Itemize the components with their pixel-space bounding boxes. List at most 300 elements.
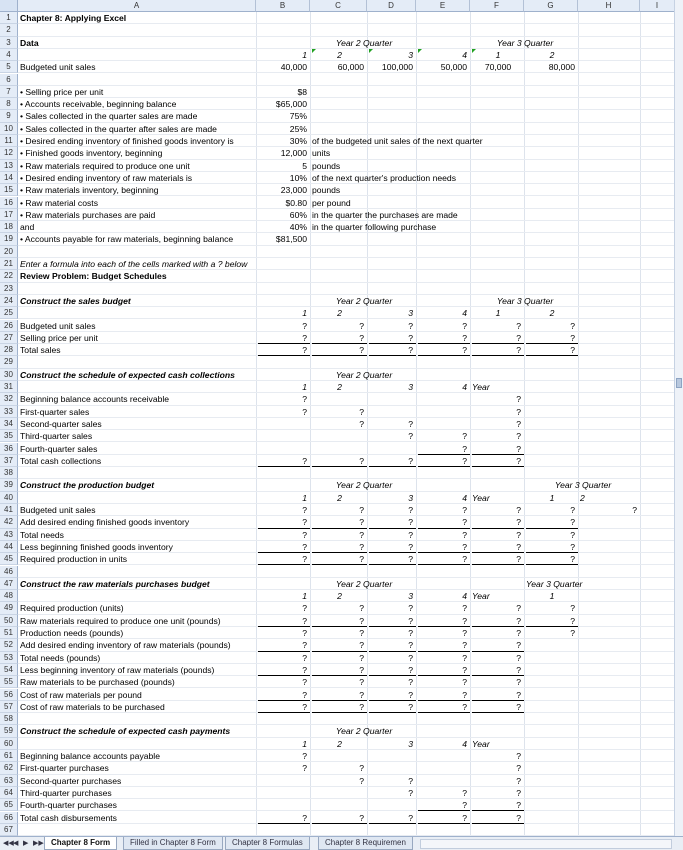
row-header[interactable]: 26 [0,320,18,332]
cell-a56[interactable]: Cost of raw materials per pound [20,689,142,700]
cell-e36[interactable]: ? [418,443,470,455]
cell-b42[interactable]: ? [258,516,310,528]
cell-d40[interactable]: 3 [408,492,413,503]
cell-a36[interactable]: Fourth-quarter sales [20,443,98,454]
cell-e45[interactable]: ? [418,553,470,565]
cell-d55[interactable]: ? [408,677,413,688]
cell-c14[interactable]: of the next quarter's production needs [312,172,457,183]
cell-g49[interactable]: ? [570,603,575,614]
cell-f5[interactable]: 70,000 [484,62,512,73]
cell-a61[interactable]: Beginning balance accounts payable [20,751,160,761]
cell-f45[interactable]: ? [472,553,524,565]
cell-a16[interactable]: • Raw material costs [20,197,98,208]
cell-h40[interactable]: 2 [580,492,585,503]
cell-e43[interactable]: ? [462,529,467,540]
cell-b44[interactable]: ? [258,541,310,553]
cell-e64[interactable]: ? [462,787,467,798]
cell-b41[interactable]: ? [302,505,307,515]
cell-f28[interactable]: ? [472,344,524,356]
cell-a24[interactable]: Construct the sales budget [20,295,131,306]
cell-e56[interactable]: ? [418,689,470,701]
cell-e55[interactable]: ? [462,677,467,688]
cell-a51[interactable]: Production needs (pounds) [20,628,124,638]
cell-h41[interactable]: ? [632,505,637,515]
cell-b53[interactable]: ? [302,652,307,663]
cell-cd24[interactable]: Year 2 Quarter [335,295,393,306]
row-header[interactable]: 1 [0,12,18,24]
cell-a10[interactable]: • Sales collected in the quarter after sales are made [20,123,217,134]
row-header[interactable]: 46 [0,566,18,578]
cell-f4[interactable]: 1 [495,49,501,60]
row-header[interactable]: 25 [0,307,18,319]
sheet-nav-button[interactable]: ▶ [23,840,29,847]
row-header[interactable]: 10 [0,123,18,135]
cell-e41[interactable]: ? [462,505,467,515]
cell-a65[interactable]: Fourth-quarter purchases [20,800,117,811]
row-header[interactable]: 41 [0,504,18,516]
cell-fg3[interactable]: Year 3 Quarter [496,37,554,48]
cell-f50[interactable]: ? [472,615,524,627]
cell-c40[interactable]: 2 [337,492,342,503]
cell-b13[interactable]: 5 [302,160,307,171]
cell-gh39[interactable]: Year 3 Quarter [554,480,612,491]
row-header[interactable]: 44 [0,541,18,553]
cell-b56[interactable]: ? [258,689,310,701]
row-header[interactable]: 17 [0,209,18,221]
cell-f26[interactable]: ? [516,320,521,331]
cell-c16[interactable]: per pound [312,197,351,208]
cell-a1[interactable]: Chapter 8: Applying Excel [20,13,127,23]
cell-a52[interactable]: Add desired ending inventory of raw materials (pounds) [20,640,231,651]
cell-b8[interactable]: $65,000 [275,99,307,110]
cell-b50[interactable]: ? [258,615,310,627]
cell-b52[interactable]: ? [258,639,310,651]
cell-g26[interactable]: ? [570,320,575,331]
row-header[interactable]: 61 [0,750,18,762]
row-header[interactable]: 38 [0,467,18,479]
cell-c60[interactable]: 2 [337,738,342,749]
cell-cd39[interactable]: Year 2 Quarter [335,480,393,491]
row-header[interactable]: 48 [0,590,18,602]
cell-c41[interactable]: ? [359,505,364,515]
cell-f57[interactable]: ? [472,701,524,713]
row-header[interactable]: 65 [0,799,18,811]
cell-a12[interactable]: • Finished goods inventory, beginning [20,148,163,159]
row-header[interactable]: 49 [0,602,18,614]
cell-d26[interactable]: ? [408,320,413,331]
cell-d35[interactable]: ? [408,431,413,442]
cell-e52[interactable]: ? [418,639,470,651]
row-header[interactable]: 62 [0,762,18,774]
cell-f62[interactable]: ? [516,763,521,774]
row-header[interactable]: 42 [0,516,18,528]
cell-b27[interactable]: ? [258,332,310,344]
cell-d31[interactable]: 3 [408,382,413,392]
cell-g43[interactable]: ? [570,529,575,540]
sheet-nav-button[interactable]: ▶▶ [33,840,44,847]
row-header[interactable]: 63 [0,775,18,787]
cell-c11[interactable]: of the budgeted unit sales of the next quarter [312,136,483,146]
cell-a17[interactable]: • Raw materials purchases are paid [20,209,156,220]
cell-d51[interactable]: ? [408,628,413,638]
sheet-nav-button[interactable]: ◀ [13,840,19,847]
cell-e49[interactable]: ? [462,603,467,614]
cell-c50[interactable]: ? [312,615,367,627]
cell-d37[interactable]: ? [369,455,416,467]
cell-d34[interactable]: ? [408,418,413,429]
cell-e54[interactable]: ? [418,664,470,676]
cell-b5[interactable]: 40,000 [280,62,307,73]
cell-f43[interactable]: ? [516,529,521,540]
cell-c42[interactable]: ? [312,516,367,528]
cell-f42[interactable]: ? [472,516,524,528]
cell-a64[interactable]: Third-quarter purchases [20,787,112,798]
row-header[interactable]: 56 [0,689,18,701]
cell-g5[interactable]: 80,000 [548,62,575,73]
cell-b55[interactable]: ? [302,677,307,688]
cell-c27[interactable]: ? [312,332,367,344]
cell-b10[interactable]: 25% [289,123,307,134]
row-header[interactable]: 18 [0,221,18,233]
cell-b37[interactable]: ? [258,455,310,467]
row-header[interactable]: 11 [0,135,18,147]
cell-b11[interactable]: 30% [289,136,307,146]
cell-a44[interactable]: Less beginning finished goods inventory [20,541,173,552]
row-header[interactable]: 4 [0,49,18,61]
horizontal-scrollbar[interactable] [420,839,672,849]
cell-f25[interactable]: 1 [495,308,501,319]
cell-d5[interactable]: 100,000 [381,62,413,73]
cell-a13[interactable]: • Raw materials required to produce one unit [20,160,190,171]
row-header[interactable]: 57 [0,701,18,713]
cell-a28[interactable]: Total sales [20,345,61,356]
row-header[interactable]: 35 [0,430,18,442]
cell-f64[interactable]: ? [516,787,521,798]
cell-c54[interactable]: ? [312,664,367,676]
row-header[interactable]: 7 [0,86,18,98]
cell-c57[interactable]: ? [312,701,367,713]
cell-b57[interactable]: ? [258,701,310,713]
cell-c28[interactable]: ? [312,344,367,356]
cell-a35[interactable]: Third-quarter sales [20,431,93,442]
cell-d64[interactable]: ? [408,787,413,798]
cell-f53[interactable]: ? [516,652,521,663]
column-header-h[interactable]: H [578,0,640,12]
cell-g41[interactable]: ? [570,505,575,515]
cell-f44[interactable]: ? [472,541,524,553]
column-header-g[interactable]: G [524,0,578,12]
cell-e48[interactable]: 4 [462,591,467,602]
row-header[interactable]: 50 [0,615,18,627]
cell-d63[interactable]: ? [408,775,413,786]
cell-c48[interactable]: 2 [337,591,342,602]
cell-a47[interactable]: Construct the raw materials purchases budget [20,578,210,589]
row-header[interactable]: 21 [0,258,18,270]
cell-f60[interactable]: Year [472,738,490,749]
cell-e66[interactable]: ? [418,812,470,824]
cell-a63[interactable]: Second-quarter purchases [20,775,122,786]
cell-b19[interactable]: $81,500 [275,234,307,245]
row-header[interactable]: 5 [0,61,18,73]
row-header[interactable]: 27 [0,332,18,344]
cell-a7[interactable]: • Selling price per unit [20,86,104,97]
cell-c44[interactable]: ? [312,541,367,553]
cell-b66[interactable]: ? [258,812,310,824]
cell-g51[interactable]: ? [570,628,575,638]
row-header[interactable]: 40 [0,492,18,504]
cell-d4[interactable]: 3 [408,49,413,60]
cell-c63[interactable]: ? [359,775,364,786]
row-header[interactable]: 34 [0,418,18,430]
row-header[interactable]: 66 [0,812,18,824]
cell-cd30[interactable]: Year 2 Quarter [335,369,393,380]
row-header[interactable]: 43 [0,529,18,541]
cell-e31[interactable]: 4 [462,382,467,392]
column-header-d[interactable]: D [367,0,416,12]
cell-a42[interactable]: Add desired ending finished goods inventory [20,517,190,528]
cell-a66[interactable]: Total cash disbursements [20,812,117,823]
cell-b54[interactable]: ? [258,664,310,676]
cell-f32[interactable]: ? [516,394,521,405]
row-header[interactable]: 32 [0,393,18,405]
cell-a50[interactable]: Raw materials required to produce one unit (pounds) [20,615,221,626]
cell-d49[interactable]: ? [408,603,413,614]
cell-c53[interactable]: ? [359,652,364,663]
cell-fg24[interactable]: Year 3 Quarter [496,295,554,306]
cell-c12[interactable]: units [312,148,331,159]
row-header[interactable]: 12 [0,147,18,159]
row-header[interactable]: 51 [0,627,18,639]
cell-a14[interactable]: • Desired ending inventory of raw materials is [20,172,193,183]
cell-g42[interactable]: ? [526,516,578,528]
cell-b28[interactable]: ? [258,344,310,356]
column-header-e[interactable]: E [416,0,470,12]
row-header[interactable]: 52 [0,639,18,651]
cell-e53[interactable]: ? [462,652,467,663]
row-header[interactable]: 67 [0,824,18,836]
cell-d66[interactable]: ? [369,812,416,824]
cell-b61[interactable]: ? [302,751,307,761]
cell-b60[interactable]: 1 [302,738,307,749]
cell-f31[interactable]: Year [472,382,490,392]
cell-a3[interactable]: Data [20,37,39,48]
cell-e28[interactable]: ? [418,344,470,356]
row-header[interactable]: 54 [0,664,18,676]
cell-a55[interactable]: Raw materials to be purchased (pounds) [20,677,175,688]
cell-g50[interactable]: ? [526,615,578,627]
cell-e35[interactable]: ? [462,431,467,442]
cell-d45[interactable]: ? [369,553,416,565]
cell-a34[interactable]: Second-quarter sales [20,418,102,429]
row-header[interactable]: 8 [0,98,18,110]
sheet-tab[interactable]: Chapter 8 Requiremen [318,837,413,850]
row-header[interactable]: 45 [0,553,18,565]
row-header[interactable]: 30 [0,369,18,381]
cell-b26[interactable]: ? [302,320,307,331]
cell-d43[interactable]: ? [408,529,413,540]
cell-e5[interactable]: 50,000 [440,62,467,73]
row-header[interactable]: 20 [0,246,18,258]
cell-b9[interactable]: 75% [289,111,307,122]
cell-f63[interactable]: ? [516,775,521,786]
cell-a8[interactable]: • Accounts receivable, beginning balance [20,99,177,110]
row-header[interactable]: 60 [0,738,18,750]
row-header[interactable]: 58 [0,713,18,725]
cell-a37[interactable]: Total cash collections [20,455,102,466]
cell-e42[interactable]: ? [418,516,470,528]
cell-a18[interactable]: and [20,222,35,233]
cell-d48[interactable]: 3 [408,591,413,602]
cell-g28[interactable]: ? [526,344,578,356]
cell-c26[interactable]: ? [359,320,364,331]
row-header[interactable]: 6 [0,74,18,86]
sheet-tab[interactable]: Filled in Chapter 8 Form [123,837,223,850]
cell-a59[interactable]: Construct the schedule of expected cash payments [20,726,231,737]
row-header[interactable]: 29 [0,356,18,368]
cell-d52[interactable]: ? [369,639,416,651]
cell-a43[interactable]: Total needs [20,529,64,540]
cell-b49[interactable]: ? [302,603,307,614]
cell-d53[interactable]: ? [408,652,413,663]
cell-a45[interactable]: Required production in units [20,554,128,565]
cell-a19[interactable]: • Accounts payable for raw materials, beginning balance [20,234,234,245]
cell-cd47[interactable]: Year 2 Quarter [335,578,393,589]
cell-c31[interactable]: 2 [337,382,342,392]
cell-a9[interactable]: • Sales collected in the quarter sales are made [20,111,198,122]
cell-d54[interactable]: ? [369,664,416,676]
cell-f41[interactable]: ? [516,505,521,515]
row-header[interactable]: 59 [0,725,18,737]
row-header[interactable]: 24 [0,295,18,307]
row-header[interactable]: 16 [0,197,18,209]
cell-b45[interactable]: ? [258,553,310,565]
cell-g25[interactable]: 2 [549,308,555,319]
cell-a33[interactable]: First-quarter sales [20,406,90,417]
cell-b25[interactable]: 1 [302,308,307,319]
cell-a22[interactable]: Review Problem: Budget Schedules [20,271,167,282]
row-header[interactable]: 28 [0,344,18,356]
cell-a32[interactable]: Beginning balance accounts receivable [20,394,170,405]
cell-cd59[interactable]: Year 2 Quarter [335,726,393,737]
cell-e27[interactable]: ? [418,332,470,344]
cell-a62[interactable]: First-quarter purchases [20,763,109,774]
cell-c52[interactable]: ? [312,639,367,651]
row-header[interactable]: 36 [0,443,18,455]
row-header[interactable]: 64 [0,787,18,799]
cell-c33[interactable]: ? [359,406,364,417]
cell-f33[interactable]: ? [516,406,521,417]
row-header[interactable]: 15 [0,184,18,196]
cell-g47[interactable]: Year 3 Quarter [526,578,583,589]
cell-f51[interactable]: ? [516,628,521,638]
column-header-f[interactable]: F [470,0,524,12]
cell-d44[interactable]: ? [369,541,416,553]
cell-e60[interactable]: 4 [462,738,467,749]
row-header[interactable]: 55 [0,676,18,688]
row-header[interactable]: 31 [0,381,18,393]
cell-g48[interactable]: 1 [549,591,555,602]
sheet-tab[interactable]: Chapter 8 Form [44,837,117,850]
cell-b31[interactable]: 1 [302,382,307,392]
cell-d57[interactable]: ? [369,701,416,713]
cell-c17[interactable]: in the quarter the purchases are made [312,209,458,220]
cell-c5[interactable]: 60,000 [337,62,364,73]
cell-b14[interactable]: 10% [289,172,307,183]
cell-f61[interactable]: ? [516,751,521,761]
cell-b7[interactable]: $8 [297,86,307,97]
cell-cd3[interactable]: Year 2 Quarter [335,37,393,48]
cell-d60[interactable]: 3 [408,738,413,749]
cell-f66[interactable]: ? [472,812,524,824]
column-header-a[interactable]: A [18,0,256,12]
row-header[interactable]: 14 [0,172,18,184]
row-header[interactable]: 19 [0,233,18,245]
cell-b43[interactable]: ? [302,529,307,540]
row-header[interactable]: 22 [0,270,18,282]
column-header-c[interactable]: C [310,0,367,12]
cell-a30[interactable]: Construct the schedule of expected cash collections [20,369,235,380]
cell-e65[interactable]: ? [418,799,470,811]
cell-g27[interactable]: ? [526,332,578,344]
cell-c15[interactable]: pounds [312,185,341,196]
cell-a26[interactable]: Budgeted unit sales [20,320,96,331]
cell-f65[interactable]: ? [472,799,524,811]
cell-d28[interactable]: ? [369,344,416,356]
cell-f40[interactable]: Year [472,492,490,503]
cell-e57[interactable]: ? [418,701,470,713]
sheet-tab[interactable]: Chapter 8 Formulas [225,837,310,850]
cell-g44[interactable]: ? [526,541,578,553]
cell-b18[interactable]: 40% [289,222,307,233]
cell-c51[interactable]: ? [359,628,364,638]
cell-b12[interactable]: 12,000 [280,148,307,159]
row-header[interactable]: 53 [0,652,18,664]
row-header[interactable]: 9 [0,110,18,122]
cell-a5[interactable]: Budgeted unit sales [20,62,96,73]
row-header[interactable]: 39 [0,479,18,491]
cell-f52[interactable]: ? [472,639,524,651]
cell-b33[interactable]: ? [302,406,307,417]
cell-d25[interactable]: 3 [408,308,413,319]
cell-a39[interactable]: Construct the production budget [20,480,155,491]
cell-g40[interactable]: 1 [549,492,555,503]
cell-c49[interactable]: ? [359,603,364,614]
cell-b32[interactable]: ? [302,394,307,405]
cell-c56[interactable]: ? [312,689,367,701]
vertical-scrollbar[interactable] [674,0,683,836]
cell-b15[interactable]: 23,000 [280,185,307,196]
row-header[interactable]: 37 [0,455,18,467]
row-header[interactable]: 2 [0,24,18,36]
cell-f56[interactable]: ? [472,689,524,701]
cell-g45[interactable]: ? [526,553,578,565]
cell-f27[interactable]: ? [472,332,524,344]
cell-d41[interactable]: ? [408,505,413,515]
cell-f36[interactable]: ? [472,443,524,455]
cell-b48[interactable]: 1 [302,591,307,602]
cell-a21[interactable]: Enter a formula into each of the cells marked with a ? below [20,259,248,269]
select-all-corner[interactable] [0,0,18,12]
cell-a57[interactable]: Cost of raw materials to be purchased [20,701,165,712]
cell-c25[interactable]: 2 [337,308,342,319]
column-header-i[interactable]: I [640,0,675,12]
row-header[interactable]: 47 [0,578,18,590]
cell-a49[interactable]: Required production (units) [20,603,124,614]
cell-b62[interactable]: ? [302,763,307,774]
row-header[interactable]: 23 [0,283,18,295]
cell-e26[interactable]: ? [462,320,467,331]
cell-f55[interactable]: ? [516,677,521,688]
